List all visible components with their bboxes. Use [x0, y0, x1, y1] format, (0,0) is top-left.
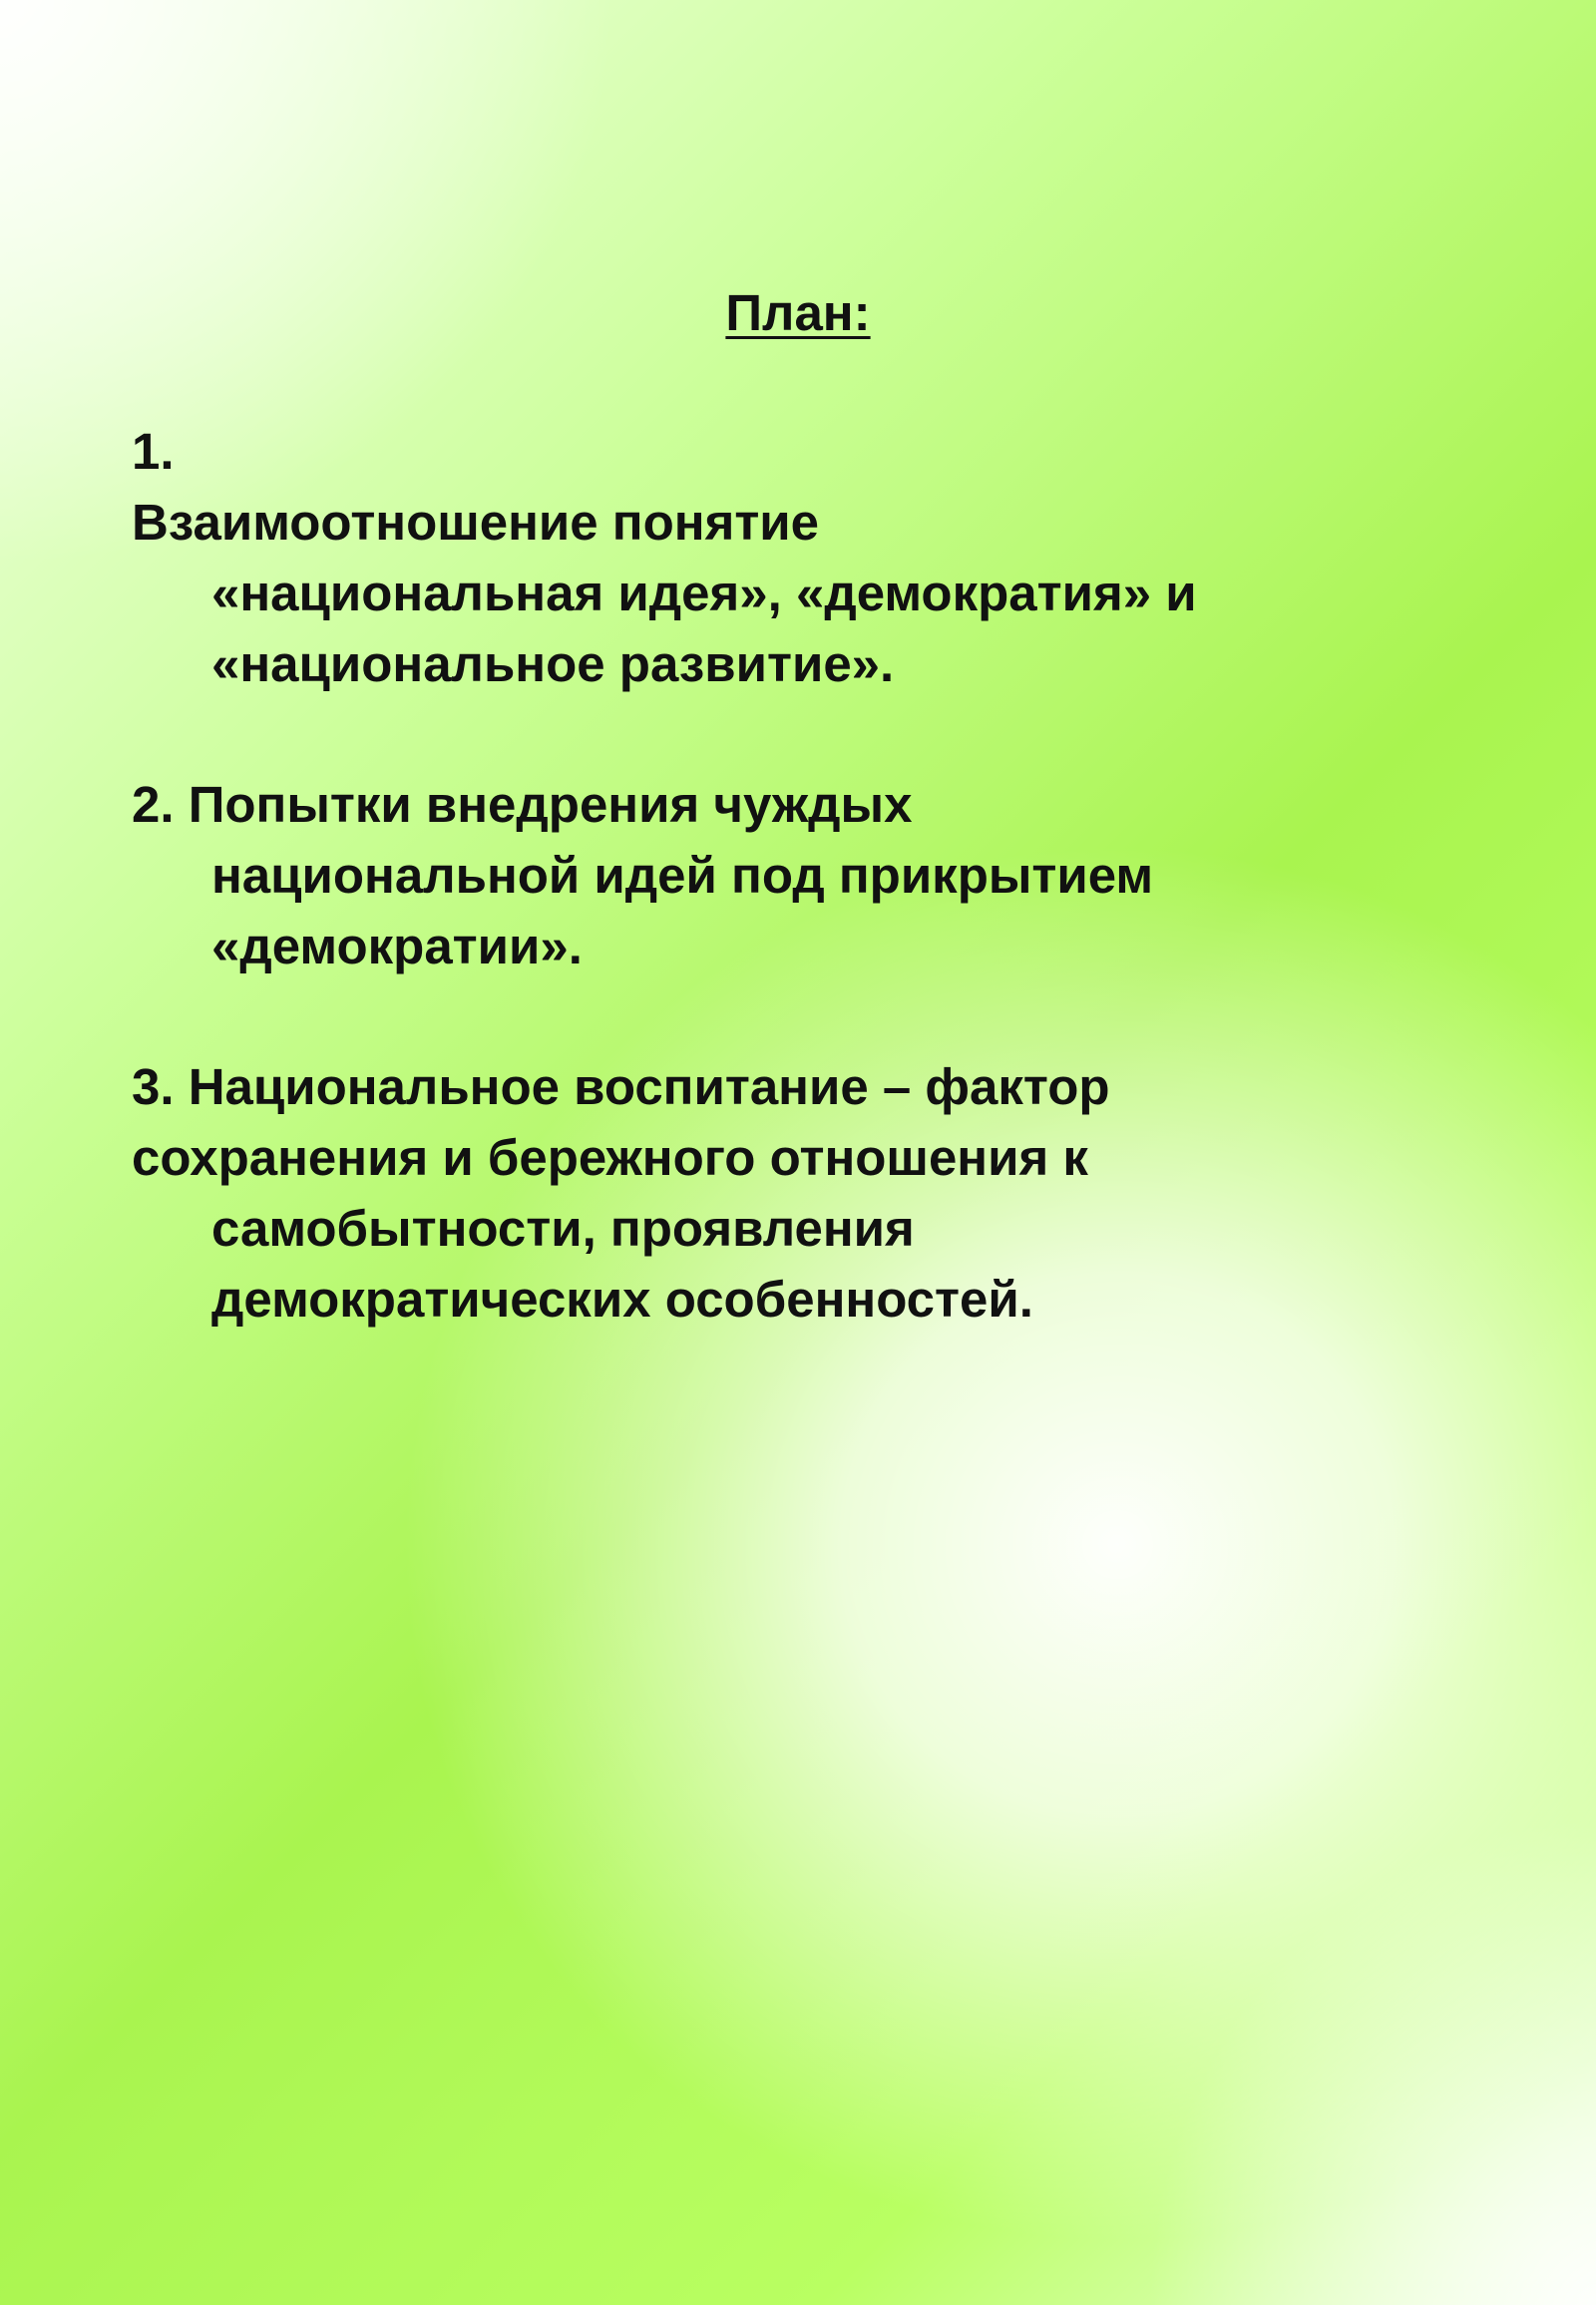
plan-item-1-line-1 — [132, 416, 1548, 558]
plan-item-1-line-3: «национальное развитие». — [211, 635, 895, 692]
plan-list — [132, 416, 1548, 1335]
plan-item-3-line-3: самобытности, проявления — [211, 1200, 915, 1257]
plan-item-3-line-2: сохранения и бережного отношения к — [132, 1129, 1088, 1186]
plan-item-1-line-1-text: Взаимоотношение понятие — [132, 494, 820, 551]
plan-item-1-line-2: «национальная идея», «демократия» и — [211, 565, 1197, 621]
plan-item-1 — [132, 416, 1548, 699]
plan-item-2-line-1: 2. Попытки внедрения чуждых — [132, 776, 913, 833]
plan-item-2-line-3: «демократии». — [211, 918, 583, 974]
plan-item-2 — [132, 769, 1548, 981]
slide-title: План: — [725, 284, 871, 341]
plan-item-3-line-4: демократических особенностей. — [211, 1271, 1033, 1328]
plan-item-3-line-1: 3. Национальное воспитание – фактор — [132, 1058, 1110, 1115]
plan-item-1-number: 1. — [132, 423, 175, 480]
plan-item-3 — [132, 1051, 1548, 1335]
plan-item-2-line-2: национальной идей под прикрытием — [211, 847, 1154, 904]
